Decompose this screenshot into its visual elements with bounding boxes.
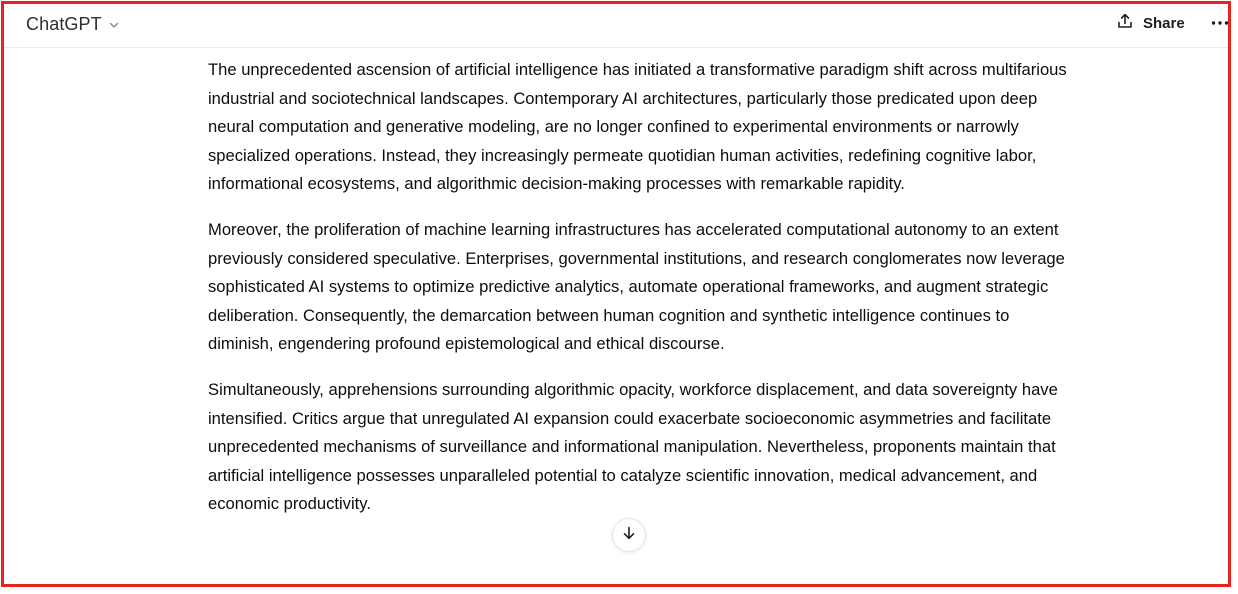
arrow-down-icon (621, 525, 637, 546)
model-name: ChatGPT (26, 13, 102, 34)
model-switcher-button[interactable] (26, 10, 120, 38)
scroll-to-bottom-button[interactable] (612, 518, 646, 552)
message-paragraph: Simultaneously, apprehensions surrounding algorithmic opacity, workforce displacement, and data sovereignty have intensified. Critics argue that unregulated AI expansion could exacerbate socioeconomic asymmetries and facilitate unprecedented mechanisms of surveillance and informational manipulation. Nevertheless, proponents maintain that artificial intelligence possesses unparalleled potential to catalyze scientific innovation, medical advancement, and economic productivity. (208, 379, 1058, 514)
chevron-down-icon (108, 18, 120, 30)
message-paragraph: The unprecedented ascension of artificial intelligence has initiated a transformative paradigm shift across multifarious industrial and sociotechnical landscapes. Contemporary AI architectures, particularly those predicated upon deep neural computation and generative modeling, are no longer confined to experimental environments or narrowly specialized operations. Instead, they increasingly permeate quotidian human activities, redefining cognitive labor, informational ecosystems, and algorithmic decision-making processes with remarkable rapidity. (208, 60, 1067, 194)
share-button[interactable] (1116, 8, 1185, 38)
more-horizontal-icon (1211, 13, 1229, 31)
chat-window (1, 1, 1231, 587)
assistant-message (208, 56, 1068, 536)
message-paragraph: Moreover, the proliferation of machine learning infrastructures has accelerated computational autonomy to an extent previously considered speculative. Enterprises, governmental institutions, and research conglomerates now leverage sophisticated AI systems to optimize predictive analytics, automate operational frameworks, and augment strategic deliberation. Consequently, the demarcation between human cognition and synthetic intelligence continues to diminish, engendering profound epistemological and ethical discourse. (208, 219, 1065, 354)
share-upload-icon (1116, 12, 1134, 34)
share-label: Share (1143, 14, 1185, 32)
more-options-button[interactable] (1208, 10, 1231, 34)
chat-header (4, 4, 1228, 48)
bottom-fade (4, 560, 1228, 584)
